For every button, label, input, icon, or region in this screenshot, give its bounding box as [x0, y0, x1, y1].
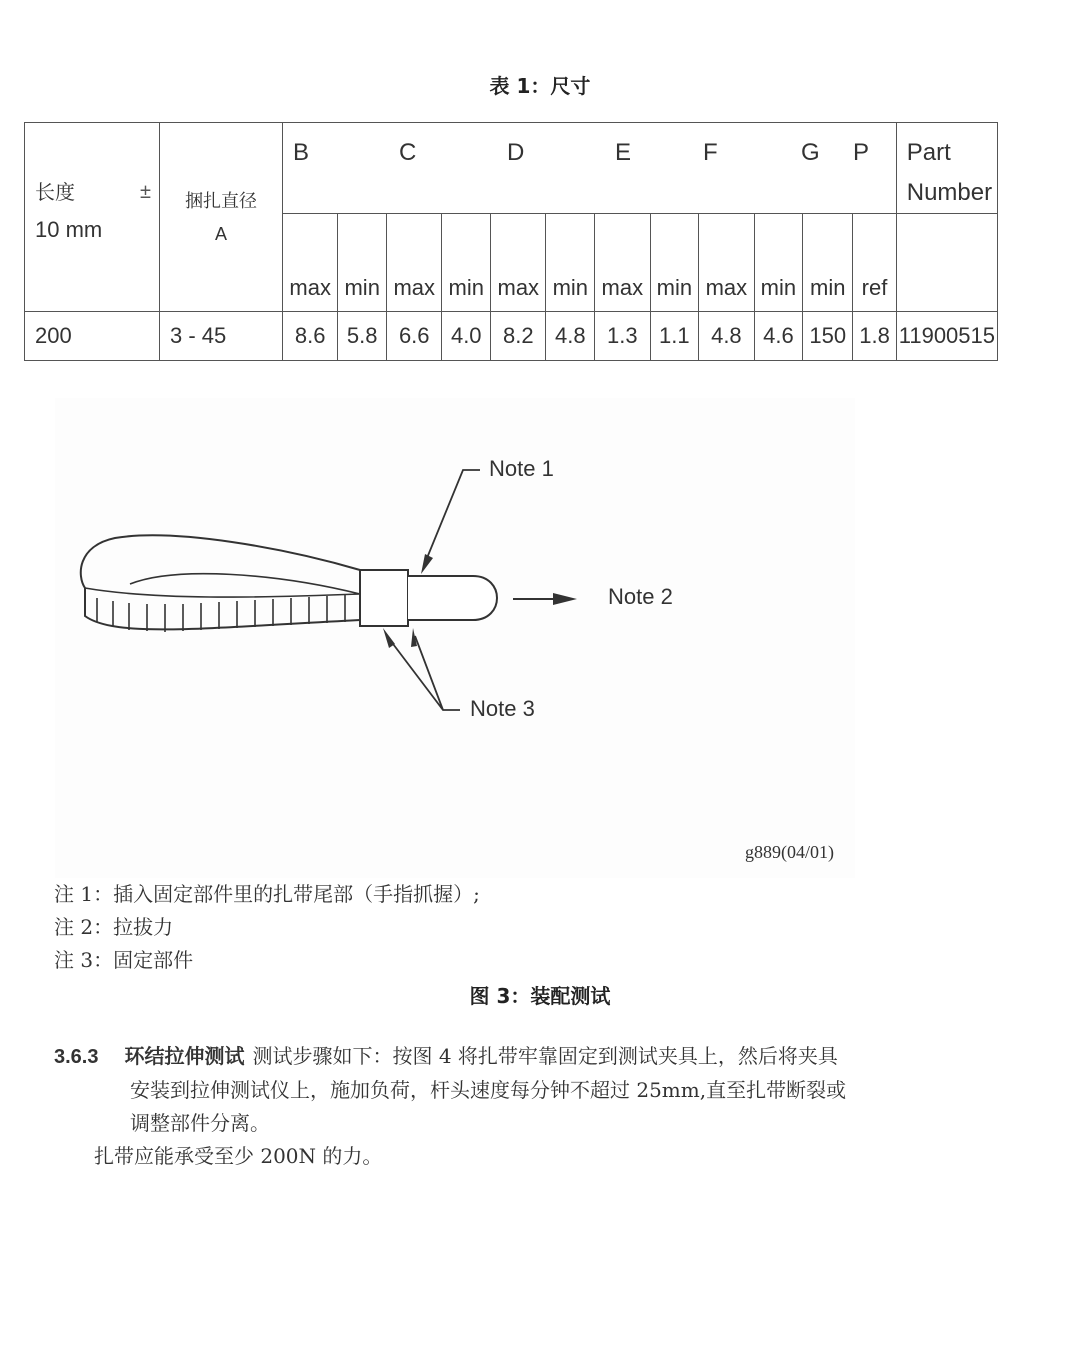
data-cell: 1.8 — [853, 312, 896, 361]
length-header-label: 长度 — [35, 180, 75, 204]
subheader-cell: min — [442, 214, 491, 312]
data-cell: 1.1 — [650, 312, 699, 361]
diameter-value: 3 - 45 — [160, 312, 283, 361]
section-title: 环结拉伸测试 — [124, 1044, 245, 1068]
strap-loop-top — [81, 535, 360, 588]
data-cell: 4.0 — [442, 312, 491, 361]
strap-tail — [408, 576, 497, 620]
data-cell: 8.2 — [491, 312, 546, 361]
subheader-cell: min — [754, 214, 803, 312]
letter-e: E — [615, 139, 632, 166]
letter-p: P — [853, 139, 870, 166]
subheader-cell: min — [803, 214, 853, 312]
data-cell: 150 — [803, 312, 853, 361]
note1-arrowhead — [421, 554, 433, 574]
data-cell: 8.6 — [283, 312, 338, 361]
note3-arrowhead-left — [383, 628, 395, 648]
part-number-subheader-empty — [896, 214, 997, 312]
part-number-header — [896, 123, 997, 214]
subheader-cell: min — [546, 214, 595, 312]
figure-ref-code: g889(04/01) — [745, 842, 834, 862]
assembly-figure — [55, 398, 855, 878]
table-row — [25, 312, 998, 361]
data-cell: 1.3 — [595, 312, 650, 361]
subheader-cell: ref — [853, 214, 896, 312]
letter-g: G — [801, 139, 820, 166]
subheader-cell: max — [283, 214, 338, 312]
note2-arrowhead — [553, 593, 577, 605]
letter-d: D — [507, 139, 525, 166]
plus-minus-sign: ± — [140, 181, 151, 203]
subheader-cell: max — [387, 214, 442, 312]
note1-leader — [427, 470, 480, 558]
strap-front-top — [85, 588, 360, 597]
part-header-line1: Part — [906, 139, 951, 166]
note3-leader — [387, 636, 460, 710]
note-line: 注 3：固定部件 — [54, 948, 194, 972]
data-cell: 6.6 — [387, 312, 442, 361]
data-cell: 5.8 — [338, 312, 387, 361]
letter-c: C — [399, 139, 417, 166]
table-caption: 表 1：尺寸 — [489, 74, 591, 98]
section-line1: 测试步骤如下：按图 4 将扎带牢靠固定到测试夹具上，然后将夹具 — [252, 1044, 838, 1068]
subheader-cell: min — [650, 214, 699, 312]
data-cell: 4.6 — [754, 312, 803, 361]
strap-loop-inner — [130, 574, 360, 594]
length-value: 200 — [25, 312, 160, 361]
section-line4: 扎带应能承受至少 200N 的力。 — [94, 1144, 383, 1168]
diameter-header-label: 捆扎直径 — [185, 190, 257, 212]
diameter-header — [160, 123, 283, 312]
note3-label: Note 3 — [470, 696, 535, 721]
subheader-cell: min — [338, 214, 387, 312]
figure-caption: 图 3：装配测试 — [469, 984, 611, 1008]
data-cell: 4.8 — [699, 312, 754, 361]
fixing-part-head — [360, 570, 408, 626]
length-header — [25, 123, 160, 312]
letter-header-row — [283, 123, 897, 214]
subheader-cell: max — [491, 214, 546, 312]
section-line2: 安装到拉伸测试仪上，施加负荷，杆头速度每分钟不超过 25mm,直至扎带断裂或 — [130, 1078, 847, 1102]
part-header-line2: Number — [906, 179, 993, 206]
cable-tie-drawing — [55, 398, 855, 878]
length-tolerance: 10 mm — [35, 217, 103, 242]
note-line: 注 2：拉拔力 — [54, 915, 174, 939]
letter-b: B — [293, 139, 310, 166]
data-cell: 4.8 — [546, 312, 595, 361]
note2-label: Note 2 — [608, 584, 673, 609]
dimensions-table — [24, 122, 998, 361]
subheader-cell: max — [595, 214, 650, 312]
part-number-value: 11900515 — [896, 312, 997, 361]
letter-f: F — [703, 139, 718, 166]
section-number: 3.6.3 — [54, 1046, 99, 1068]
diameter-header-letter: A — [214, 223, 227, 244]
figure-notes — [54, 878, 480, 977]
note-line: 注 1：插入固定部件里的扎带尾部（手指抓握）; — [54, 882, 480, 906]
section-paragraph — [54, 1040, 934, 1173]
strap-ticks — [97, 595, 345, 632]
subheader-cell: max — [699, 214, 754, 312]
note1-label: Note 1 — [489, 456, 554, 481]
strap-lower-edge — [85, 588, 360, 629]
section-line3: 调整部件分离。 — [130, 1111, 270, 1135]
